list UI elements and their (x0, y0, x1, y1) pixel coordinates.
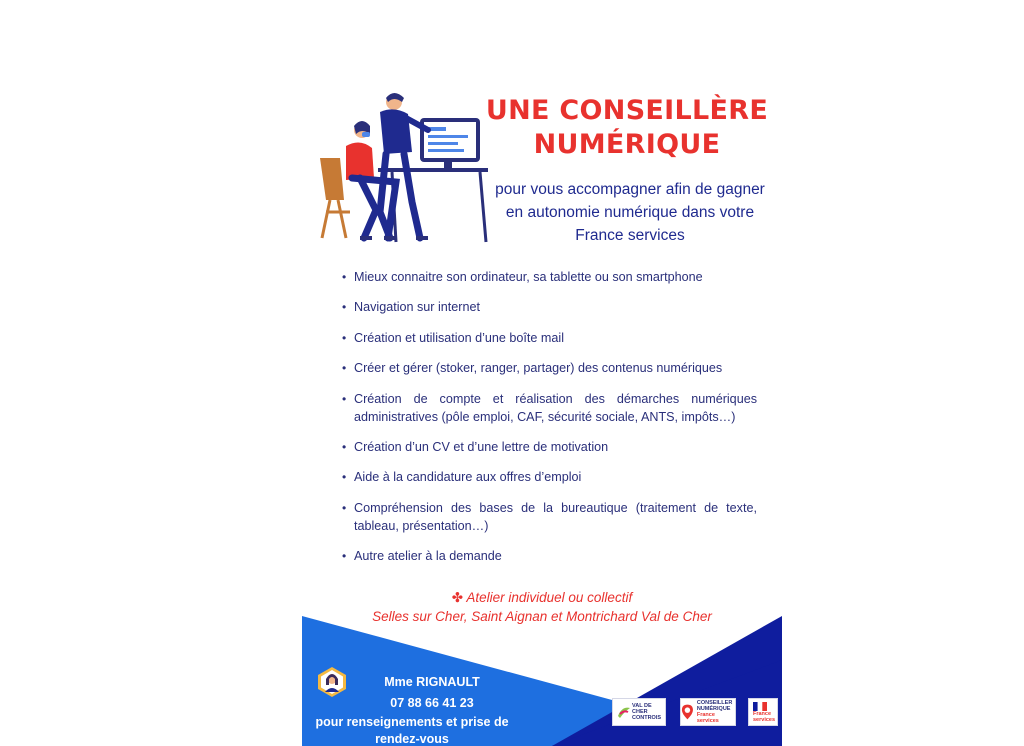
service-list (342, 268, 757, 578)
list-item: • Autre atelier à la demande (342, 549, 502, 564)
contact-name: Mme RIGNAULT (384, 675, 480, 689)
list-item: • Mieux connaitre son ordinateur, sa tablette ou son smartphone (342, 270, 703, 284)
val-de-cher-logo-mark (616, 704, 632, 720)
bullet-icon: • (342, 300, 347, 315)
val-de-cher-logo (612, 698, 666, 726)
conseiller-logo-line-2: NUMÉRIQUE (696, 706, 731, 712)
bullet-icon: • (342, 330, 347, 345)
subtitle-line-2: en autonomie numérique dans votre (505, 204, 755, 221)
france-services-logo (748, 698, 778, 726)
conseiller-numerique-logo (680, 698, 736, 726)
people-at-computer-illustration (316, 92, 496, 244)
france-services-logo-text: France services (753, 710, 776, 723)
contact-block (302, 674, 522, 746)
atelier-line-1: ✤ Atelier individuel ou collectif (451, 590, 633, 605)
bullet-icon: • (342, 270, 347, 284)
contact-info-line-1: pour renseignements et prise de (315, 715, 509, 729)
location-pin-icon (681, 703, 694, 721)
list-item: • Création et utilisation d’une boîte mail (342, 330, 565, 345)
contact-phone[interactable]: 07 88 66 41 23 (390, 695, 474, 710)
list-item: • Aide à la candidature aux offres d’emploi (342, 470, 582, 485)
bullet-icon: • (342, 439, 347, 454)
bullet-icon: • (342, 361, 347, 376)
poster (302, 70, 782, 746)
french-flag-icon (753, 702, 767, 711)
title-line-1: UNE CONSEILLÈRE (485, 95, 769, 126)
atelier-info (322, 588, 762, 626)
list-item: • Création de compte et réalisation des démarches numériques administratives (pôle emploi, CAF, sécurité sociale, ANTS, impôts…) (342, 391, 757, 424)
contact-info-line-2: rendez-vous (375, 731, 449, 746)
val-de-cher-logo-text: VAL DE CHER CONTROIS (632, 703, 662, 721)
title-line-2: NUMÉRIQUE (533, 129, 721, 160)
atelier-line-2: Selles sur Cher, Saint Aignan et Montrichard Val de Cher (372, 609, 712, 624)
subtitle-line-1: pour vous accompagner afin de gagner (495, 181, 765, 198)
list-item: • Créer et gérer (stoker, ranger, partager) des contenus numériques (342, 361, 723, 376)
list-item: • Création d’un CV et d’une lettre de motivation (342, 439, 609, 454)
bullet-icon: • (342, 391, 347, 406)
list-item: • Navigation sur internet (342, 300, 481, 315)
page-title (482, 94, 772, 162)
subtitle (480, 178, 780, 247)
bullet-icon: • (342, 500, 347, 515)
subtitle-line-3: France services (575, 227, 685, 244)
conseiller-logo-line-1: CONSEILLER (696, 700, 733, 706)
bullet-icon: • (342, 549, 347, 564)
conseiller-logo-line-3: France services (696, 712, 719, 724)
bullet-icon: • (342, 470, 347, 485)
list-item: • Compréhension des bases de la bureautique (traitement de texte, tableau, présentation…) (342, 500, 757, 533)
